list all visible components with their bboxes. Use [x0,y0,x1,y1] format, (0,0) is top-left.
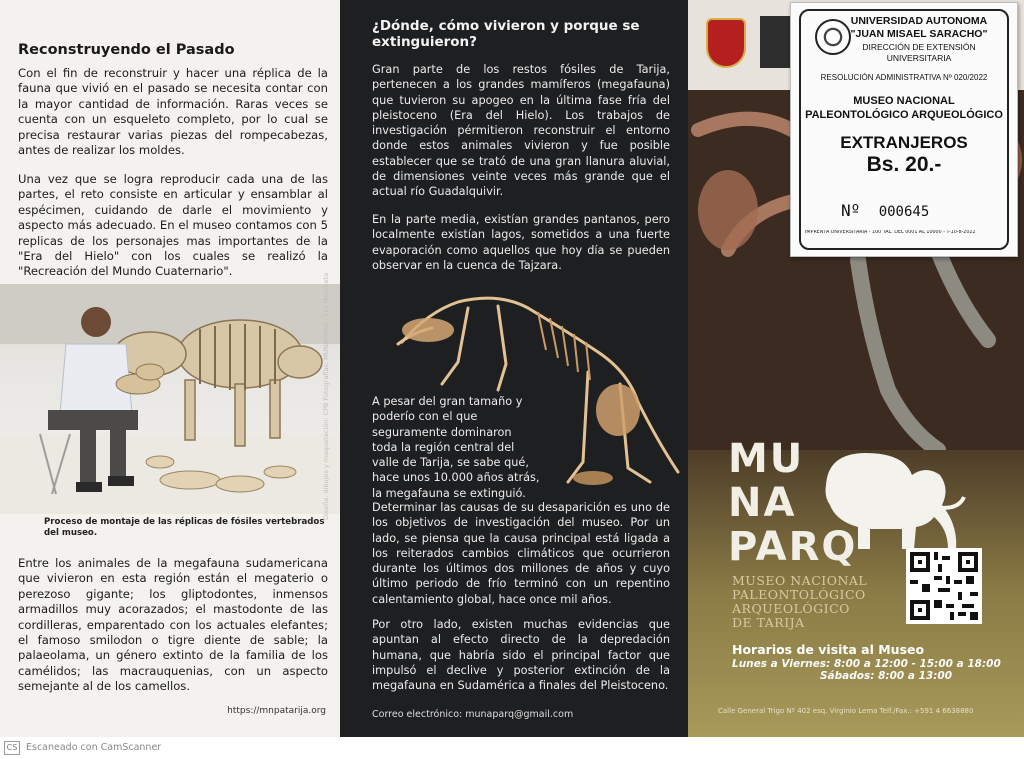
logo-line-2: NA [728,480,797,526]
middle-paragraph-1: Gran parte de los restos fósiles de Tarija, pertenecen a los grandes mamíferos (megafauna) que tuvieron su apogeo en la última fase fría del pleistoceno (Era del Hielo). Los trabajos de investigación pérmitieron reconstruir el entorno donde estos animales vivieron y fue posible establecer que se trató de una gran llanura aluvial, de dimensiones veinte veces más grande que el actual río Guadalquivir. [372,63,670,199]
workshop-photo-illustration [0,284,340,514]
ticket-museum-line-2: PALEONTOLÓGICO ARQUEOLÓGICO [805,109,1003,121]
middle-paragraph-5: Por otro lado, existen muchas evidencias que apuntan al efecto directo de la depredación humana, que habría sido el principal factor que impulsó el declive y posterior extinción de la megafauna en Sudamérica a finales del Pleistoceno. [372,618,670,693]
museum-name-line-4: DE TARIJA [732,615,805,630]
ticket-museum-line-1: MUSEO NACIONAL [853,95,955,107]
visiting-hours-weekdays: Lunes a Viernes: 8:00 a 12:00 - 15:00 a 18:00 [732,658,1001,670]
ticket-department-line-1: DIRECCIÓN DE EXTENSIÓN [862,42,976,52]
left-paragraph-1: Con el fin de reconstruir y hacer una réplica de la fauna que vivió en el pasado se necesita contar con la mayor cantidad de información. Raras veces se cuenta con un esqueleto completo, por lo cual se precisa restaurar varias piezas del rompecabezas, antes de realizar los moldes. [18,66,328,158]
ticket-university-line: UNIVERSIDAD AUTONOMA [850,15,988,27]
middle-panel-title: ¿Dónde, cómo vivieron y porque se extinguieron? [372,18,640,50]
ticket-number-symbol: Nº [841,201,861,220]
visiting-hours-title: Horarios de visita al Museo [732,642,925,657]
university-shield-logo [706,18,746,68]
entry-ticket [790,2,1018,257]
visiting-hours-saturday: Sábados: 8:00 a 13:00 [820,670,953,682]
qr-code [906,548,982,624]
museum-name-line-1: MUSEO NACIONAL [732,573,868,588]
museum-address: Calle General Trigo Nº 402 esq. Virginio Lema Telf./Fax.: +591 4 6638880 [718,707,974,715]
ticket-number: 000645 [878,204,930,220]
photo-caption: Proceso de montaje de las réplicas de fósiles vertebrados del museo. [44,517,325,538]
contact-email: Correo electrónico: munaparq@gmail.com [372,709,574,720]
camscanner-icon: CS [4,741,20,755]
logo-line-1: MU [728,436,805,482]
website-url: https://mnpatarija.org [227,706,326,716]
secondary-logo [760,16,790,68]
middle-paragraph-3: A pesar del gran tamaño y poderío con el que seguramente dominaron toda la región central del valle de Tarija, se sabe qué, hace unos 10.000 años atrás, la megafauna se extinguió. [372,395,540,500]
middle-panel [340,0,688,737]
logo-line-3: PARQ [728,524,858,570]
museum-name-line-2: PALEONTOLÓGICO [732,587,866,602]
museum-name-line-3: ARQUEOLÓGICO [732,601,850,616]
left-panel-title: Reconstruyendo el Pasado [18,42,235,58]
qr-code-pattern [910,552,978,620]
scanner-footer [0,737,1024,759]
ticket-university-name: "JUAN MISAEL SARACHO" [850,28,988,40]
ticket-price: Bs. 20.- [866,153,942,176]
scanner-watermark-text: Escaneado con CamScanner [26,742,162,753]
ticket-border [799,9,1009,250]
workshop-photo [0,284,340,514]
middle-paragraph-2: En la parte media, existían grandes pantanos, pero localmente existían lagos, sometidos a una fuerte evaporación como aquellos que hoy día se pueden observar en la cuenca de Tajzara. [372,213,670,272]
ticket-printer-note: IMPRENTA UNIVERSITARIA - 100 TAL. DEL 0001 AL 10000 - T-10-8-2022 [805,230,976,235]
ticket-category: EXTRANJEROS [840,133,968,152]
ticket-resolution: RESOLUCIÓN ADMINISTRATIVA Nº 020/2022 [820,73,988,82]
design-credits: Diseño, dibujos y maquetación: CPB Fotografías: MUNAPARQ - Lily Mendieta [322,272,330,520]
museum-full-name [732,574,867,630]
ticket-serial [841,201,929,220]
left-panel [0,0,340,737]
left-paragraph-3: Entre los animales de la megafauna sudamericana que vivieron en esta región están el megaterio o perezoso gigante; los gliptodontes, inmensos armadillos muy acorazados; el mastodonte de las cordilleras, emparentado con los actuales elefantes; el famoso smilodon o tigre diente de sable; la palaeolama, un género extinto de la familia de los camélidos; las macrauquenias, con un aspecto semejante al de los camellos. [18,556,328,694]
ticket-department-line-2: UNIVERSITARIA [886,53,952,63]
left-paragraph-2: Una vez que se logra reproducir cada una de las partes, el reto consiste en articular y ensamblar al espécimen, cuidando de darle el movimiento y aspecto más adecuado. En el museo contamos con 5 replicas de los personajes mas importantes de la "Era del Hielo" con los cuales se realizó la "Recreación del Mundo Cuaternario". [18,172,328,279]
middle-paragraph-4: Determinar las causas de su desaparición es uno de los objetivos de investigación del museo. Por un lado, se piensa que la causa principal está ligada a los reiterados cambios climáticos que ocurrieron durante los últimos dos millones de años y cuyo último periodo de frío terminó con un repentino calentamiento global, hace once mil años. [372,501,670,606]
mastodon-logo-icon [808,445,968,555]
